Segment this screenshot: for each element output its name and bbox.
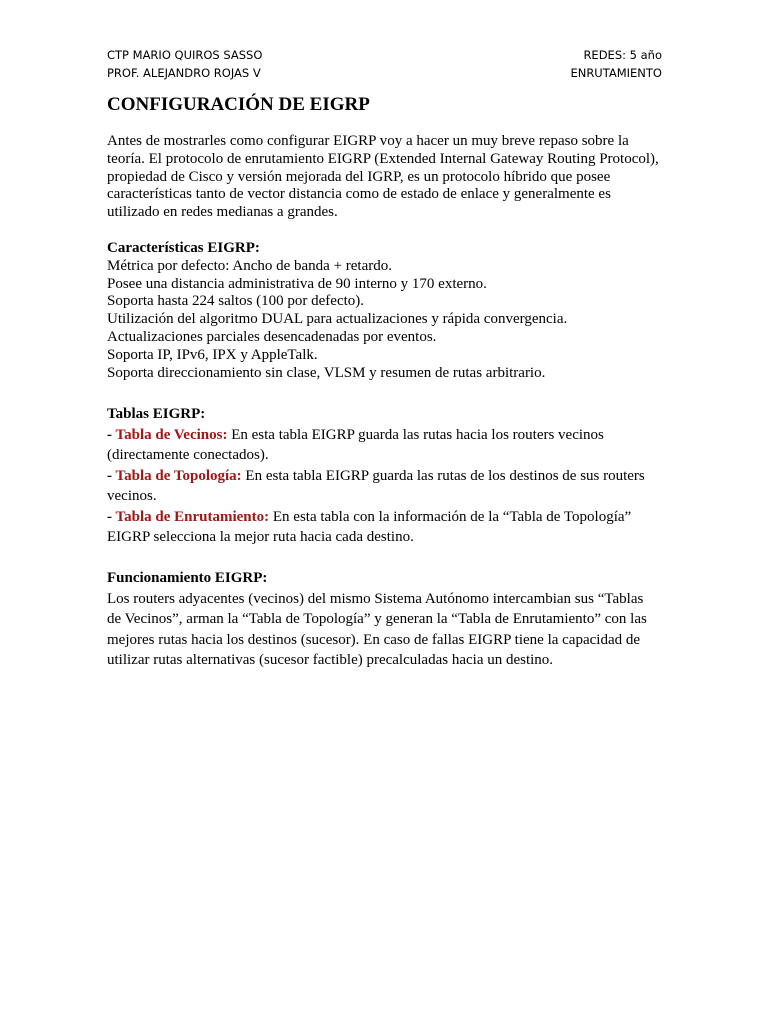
bullet-dash: - — [107, 426, 116, 443]
features-heading: Características EIGRP: — [107, 240, 260, 256]
feature-item: Utilización del algoritmo DUAL para actualizaciones y rápida convergencia. — [107, 311, 568, 328]
intro-line: propiedad de Cisco y versión mejorada del IGRP, es un protocolo híbrido que posee — [107, 168, 611, 185]
intro-line: teoría. El protocolo de enrutamiento EIGRP (Extended Internal Gateway Routing Protocol), — [107, 150, 659, 167]
bullet-dash: - — [107, 467, 116, 484]
intro-line: características tanto de vector distancia como de estado de enlace y generalmente es — [107, 186, 611, 203]
table-desc-continued: vecinos. — [107, 488, 157, 504]
header-right — [570, 46, 662, 82]
intro-paragraph — [107, 133, 667, 222]
table-term-neighbors: Tabla de Vecinos: — [115, 426, 228, 443]
tables-heading: Tablas EIGRP: — [107, 406, 206, 422]
table-desc-continued: EIGRP selecciona la mejor ruta hacia cada destino. — [107, 529, 414, 545]
table-term-topology: Tabla de Topología: — [115, 467, 242, 484]
table-item-neighbors — [107, 425, 667, 446]
feature-item: Soporta hasta 224 saltos (100 por defecto). — [107, 293, 365, 310]
functioning-line: mejores rutas hacia los destinos (sucesor). En caso de fallas EIGRP tiene la capacidad de — [107, 631, 641, 648]
table-desc: En esta tabla EIGRP guarda las rutas hacia los routers vecinos — [227, 426, 604, 443]
functioning-section — [107, 568, 667, 671]
feature-item: Soporta direccionamiento sin clase, VLSM y resumen de rutas arbitrario. — [107, 364, 546, 381]
tables-section — [107, 404, 667, 548]
functioning-line: utilizar rutas alternativas (sucesor factible) precalculadas hacia un destino. — [107, 652, 554, 668]
intro-line: Antes de mostrarles como configurar EIGRP voy a hacer un muy breve repaso sobre la — [107, 133, 629, 149]
feature-item: Actualizaciones parciales desencadenadas por eventos. — [107, 328, 437, 345]
intro-line: utilizado en redes medianas a grandes. — [107, 204, 338, 221]
header-topic: ENRUTAMIENTO — [570, 66, 662, 80]
table-term-routing: Tabla de Enrutamiento: — [115, 508, 270, 525]
table-item-topology — [107, 466, 667, 487]
functioning-heading: Funcionamiento EIGRP: — [107, 570, 268, 586]
functioning-line: Los routers adyacentes (vecinos) del mismo Sistema Autónomo intercambian sus “Tablas — [107, 590, 644, 607]
table-item-routing — [107, 507, 667, 528]
table-desc: En esta tabla EIGRP guarda las rutas de los destinos de sus routers — [241, 467, 645, 484]
bullet-dash: - — [107, 508, 116, 525]
header-teacher: PROF. ALEJANDRO ROJAS V — [107, 66, 261, 80]
feature-item: Métrica por defecto: Ancho de banda + retardo. — [107, 257, 393, 274]
table-desc: En esta tabla con la información de la “Tabla de Topología” — [269, 508, 632, 525]
feature-item: Soporta IP, IPv6, IPX y AppleTalk. — [107, 346, 318, 363]
header-course: REDES: 5 año — [583, 48, 662, 62]
table-desc-continued: (directamente conectados). — [107, 447, 269, 463]
functioning-line: de Vecinos”, arman la “Tabla de Topología” y generan la “Tabla de Enrutamiento” con las — [107, 611, 647, 627]
features-section — [107, 240, 667, 382]
document-title: CONFIGURACIÓN DE EIGRP — [107, 94, 370, 115]
header-school: CTP MARIO QUIROS SASSO — [107, 48, 263, 62]
header-left — [107, 46, 262, 82]
feature-item: Posee una distancia administrativa de 90 interno y 170 externo. — [107, 275, 487, 292]
